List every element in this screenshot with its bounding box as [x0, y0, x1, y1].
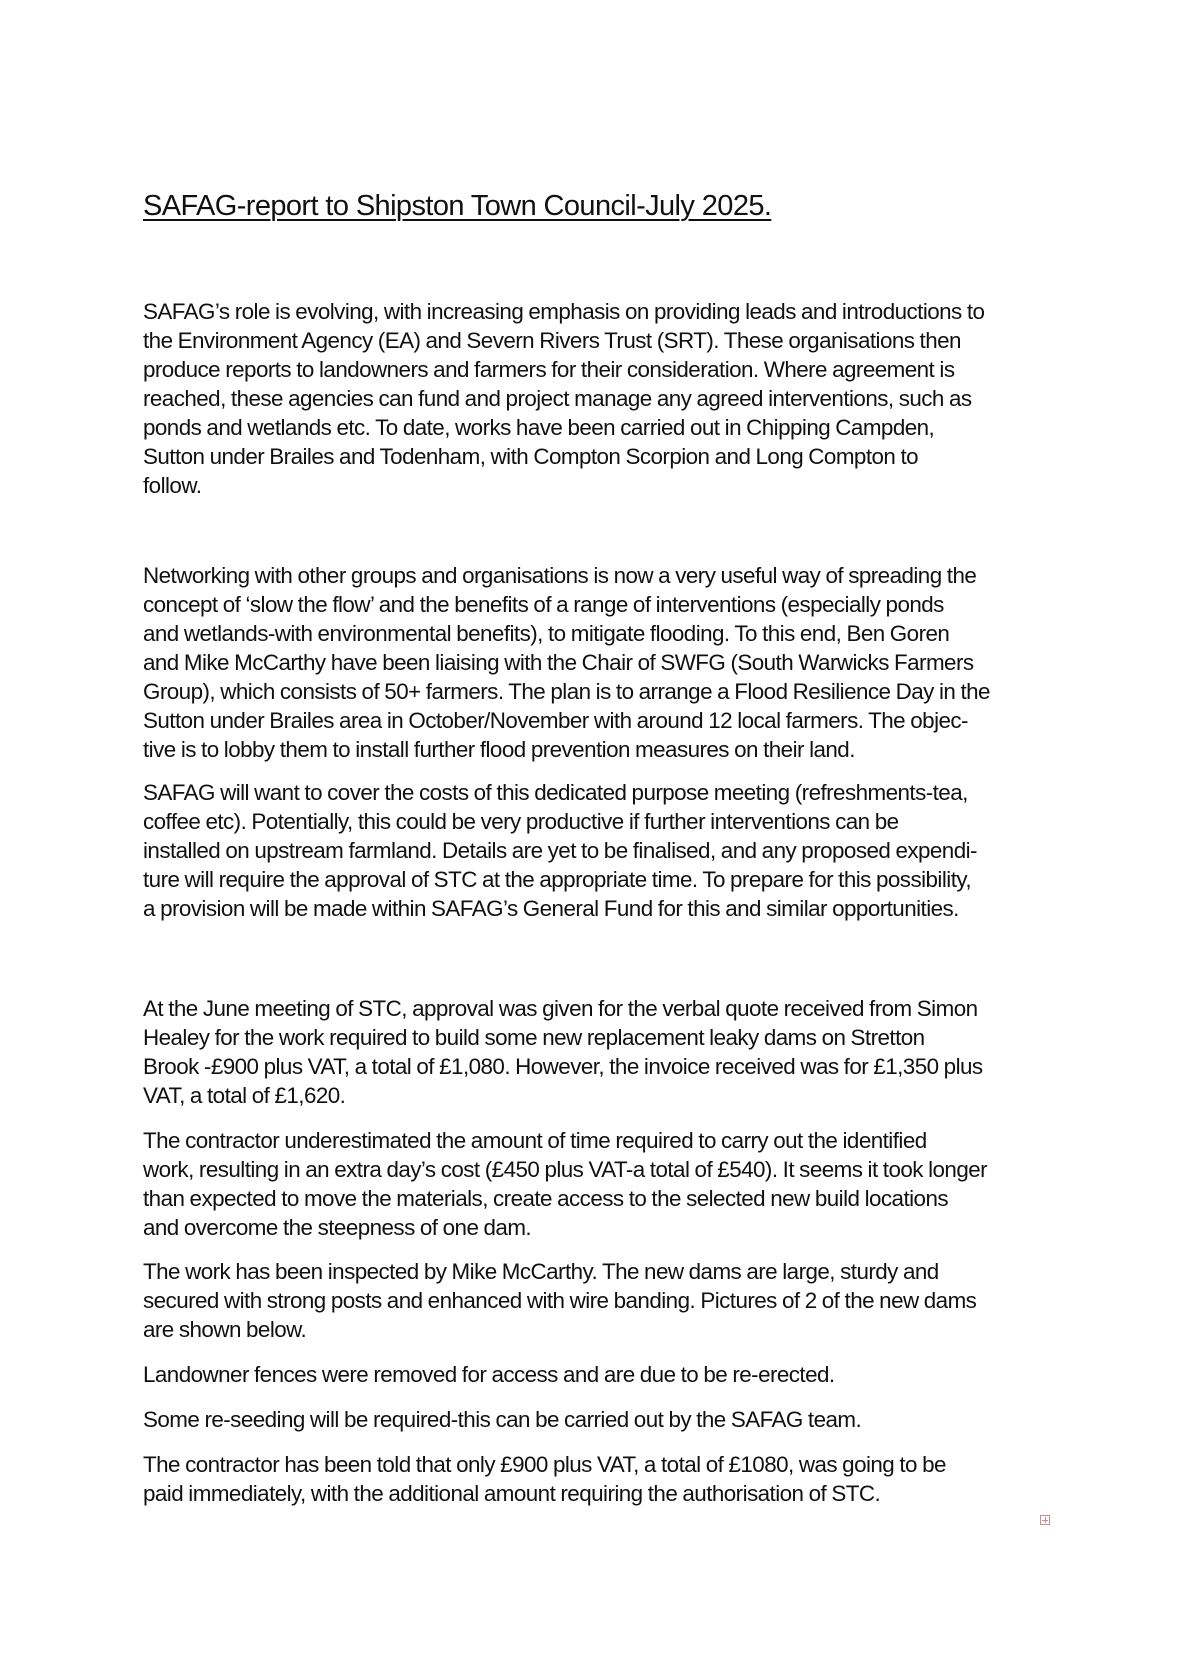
paragraph-reseeding — [143, 1405, 1053, 1434]
text-line: VAT, a total of £1,620. — [143, 1083, 346, 1108]
text-line: SAFAG’s role is evolving, with increasing emphasis on providing leads and introductions to — [143, 299, 985, 324]
text-line: Networking with other groups and organisations is now a very useful way of spreading the — [143, 563, 977, 588]
text-line: Brook -£900 plus VAT, a total of £1,080. However, the invoice received was for £1,350 plus — [143, 1054, 983, 1079]
text-line: Sutton under Brailes area in October/November with around 12 local farmers. The objec- — [143, 708, 968, 733]
paragraph-fences — [143, 1360, 1053, 1389]
text-line: installed on upstream farmland. Details are yet to be finalised, and any proposed expendi- — [143, 838, 977, 863]
text-line: The contractor underestimated the amount of time required to carry out the identified — [143, 1128, 927, 1153]
text-line: and wetlands-with environmental benefits), to mitigate flooding. To this end, Ben Goren — [143, 621, 950, 646]
paragraph-inspection — [143, 1257, 1053, 1344]
paragraph-payment — [143, 1450, 1053, 1508]
text-line: produce reports to landowners and farmers for their consideration. Where agreement is — [143, 357, 955, 382]
text-line: The work has been inspected by Mike McCarthy. The new dams are large, sturdy and — [143, 1259, 939, 1284]
text-line: reached, these agencies can fund and project manage any agreed interventions, such as — [143, 386, 972, 411]
text-line: work, resulting in an extra day’s cost (£450 plus VAT-a total of £540). It seems it took longer — [143, 1157, 988, 1182]
expand-plus-box-icon[interactable] — [1040, 1515, 1050, 1525]
text-line: coffee etc). Potentially, this could be very productive if further interventions can be — [143, 809, 899, 834]
text-line: ture will require the approval of STC at the appropriate time. To prepare for this possibility, — [143, 867, 972, 892]
text-line: and Mike McCarthy have been liaising with the Chair of SWFG (South Warwicks Farmers — [143, 650, 974, 675]
paragraph-safag-role — [143, 297, 1053, 500]
text-line: Some re-seeding will be required-this can be carried out by the SAFAG team. — [143, 1407, 862, 1432]
paragraph-contractor-underestimate — [143, 1126, 1053, 1242]
text-line: than expected to move the materials, create access to the selected new build locations — [143, 1186, 948, 1211]
text-line: follow. — [143, 473, 202, 498]
text-line: a provision will be made within SAFAG’s General Fund for this and similar opportunities. — [143, 896, 959, 921]
text-line: are shown below. — [143, 1317, 307, 1342]
text-line: concept of ‘slow the flow’ and the benefits of a range of interventions (especially ponds — [143, 592, 944, 617]
text-line: Landowner fences were removed for access and are due to be re-erected. — [143, 1362, 835, 1387]
text-line: ponds and wetlands etc. To date, works have been carried out in Chipping Campden, — [143, 415, 935, 440]
paragraph-june-meeting — [143, 994, 1053, 1110]
text-line: tive is to lobby them to install further flood prevention measures on their land. — [143, 737, 855, 762]
text-line: the Environment Agency (EA) and Severn Rivers Trust (SRT). These organisations then — [143, 328, 961, 353]
text-line: Group), which consists of 50+ farmers. The plan is to arrange a Flood Resilience Day in the — [143, 679, 990, 704]
text-line: secured with strong posts and enhanced with wire banding. Pictures of 2 of the new dams — [143, 1288, 977, 1313]
text-line: The contractor has been told that only £900 plus VAT, a total of £1080, was going to be — [143, 1452, 946, 1477]
paragraph-networking — [143, 561, 1053, 764]
paragraph-meeting-costs — [143, 778, 1053, 923]
text-line: At the June meeting of STC, approval was given for the verbal quote received from Simon — [143, 996, 978, 1021]
text-line: and overcome the steepness of one dam. — [143, 1215, 532, 1240]
text-line: Sutton under Brailes and Todenham, with Compton Scorpion and Long Compton to — [143, 444, 919, 469]
text-line: Healey for the work required to build some new replacement leaky dams on Stretton — [143, 1025, 925, 1050]
document-title: SAFAG-report to Shipston Town Council-July 2025. — [143, 190, 772, 222]
text-line: paid immediately, with the additional amount requiring the authorisation of STC. — [143, 1481, 881, 1506]
text-line: SAFAG will want to cover the costs of this dedicated purpose meeting (refreshments-tea, — [143, 780, 968, 805]
